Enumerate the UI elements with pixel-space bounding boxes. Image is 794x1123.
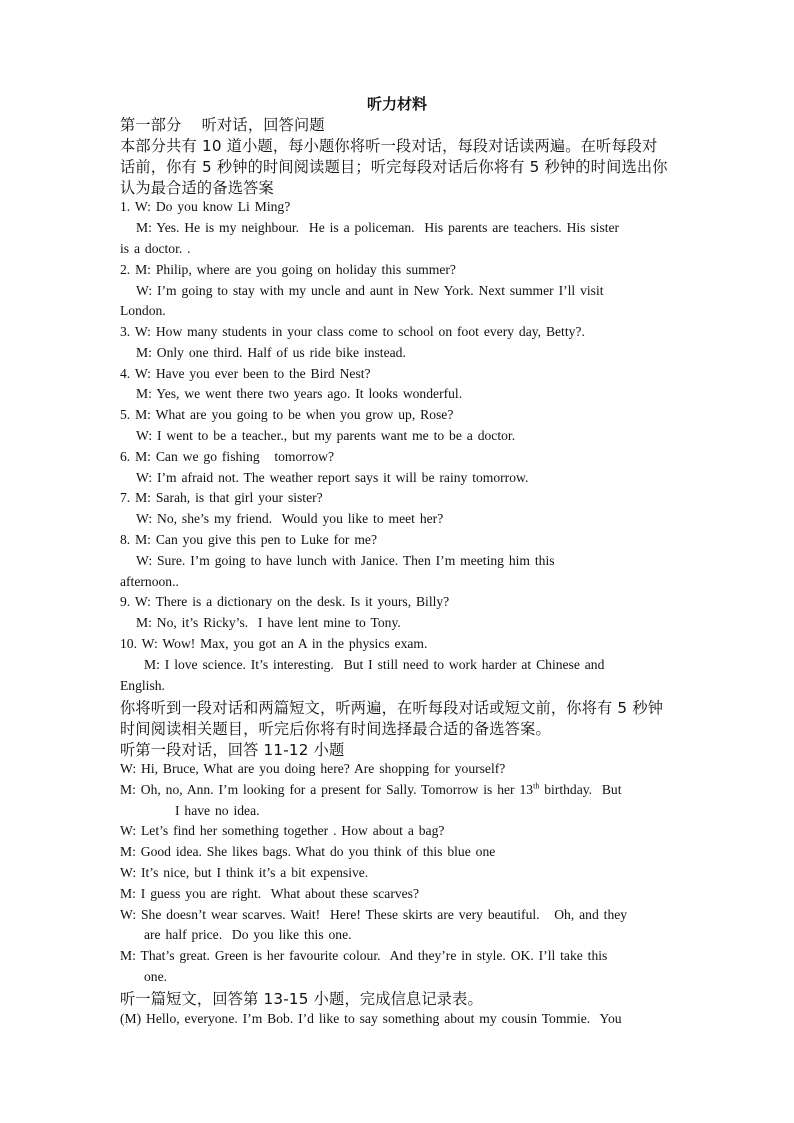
part1-intro-line: 话前，你有 5 秒钟的时间阅读题目；听完每段对话后你将有 5 秒钟的时间选出你 — [120, 158, 668, 176]
dialogue-line: 9. W: There is a dictionary on the desk. Is it yours, Billy? — [120, 594, 450, 609]
dialogue-line: 5. M: What are you going to be when you grow up, Rose? — [120, 407, 454, 422]
dialogue-line: one. — [144, 969, 168, 984]
page-title: 听力材料 — [366, 95, 427, 113]
dialogue-line: M: Good idea. She likes bags. What do you think of this blue one — [120, 844, 496, 859]
ordinal-suffix: th — [533, 781, 540, 791]
dialogue-line: W: Sure. I’m going to have lunch with Janice. Then I’m meeting him this — [136, 553, 555, 568]
dialogue-line: M: I guess you are right. What about these scarves? — [120, 886, 420, 901]
dialogue-line: London. — [120, 303, 166, 318]
dialogue-line: W: I’m afraid not. The weather report says it will be rainy tomorrow. — [136, 470, 529, 485]
dialogue-line: 7. M: Sarah, is that girl your sister? — [120, 490, 323, 505]
dialogue-line: I have no idea. — [175, 803, 260, 818]
dialogue-line: 10. W: Wow! Max, you got an A in the physics exam. — [120, 636, 428, 651]
part1-intro-line: 本部分共有 10 道小题，每小题你将听一段对话，每段对话读两遍。在听每段对 — [120, 137, 658, 155]
dialogue-line: M: I love science. It’s interesting. But I still need to work harder at Chinese and — [144, 657, 605, 672]
dialogue-line: 3. W: How many students in your class come to school on foot every day, Betty?. — [120, 324, 585, 339]
dialogue-line: W: No, she’s my friend. Would you like to meet her? — [136, 511, 444, 526]
dialogue-line: W: I’m going to stay with my uncle and aunt in New York. Next summer I’ll visit — [136, 283, 604, 298]
part1-intro-line: 认为最合适的备选答案 — [120, 179, 274, 197]
dialogue-line: 8. M: Can you give this pen to Luke for me? — [120, 532, 377, 547]
part1-heading: 第一部分 听对话，回答问题 — [120, 116, 325, 134]
dialogue-line — [120, 782, 621, 798]
dialogue-line: are half price. Do you like this one. — [144, 927, 352, 942]
dialogue-line: 1. W: Do you know Li Ming? — [120, 199, 291, 214]
passage-heading: 听一篇短文，回答第 13-15 小题，完成信息记录表。 — [120, 990, 483, 1008]
dialogue-line: W: She doesn’t wear scarves. Wait! Here! These skirts are very beautiful. Oh, and they — [120, 907, 628, 922]
dialogue-line: is a doctor. . — [120, 241, 191, 256]
dialogue-line: English. — [120, 678, 165, 693]
part2-intro-line: 时间阅读相关题目，听完后你将有时间选择最合适的备选答案。 — [120, 720, 551, 738]
dialogue-line: 6. M: Can we go fishing tomorrow? — [120, 449, 334, 464]
dialogue-line: W: Let’s find her something together . How about a bag? — [120, 823, 445, 838]
dialogue-text: birthday. But — [539, 782, 622, 797]
dialogue-line: M: Yes, we went there two years ago. It looks wonderful. — [136, 386, 463, 401]
dialogue-line: W: It’s nice, but I think it’s a bit expensive. — [120, 865, 369, 880]
dialogue-line: M: No, it’s Ricky’s. I have lent mine to Tony. — [136, 615, 401, 630]
dialogue-line: 4. W: Have you ever been to the Bird Nest? — [120, 366, 371, 381]
part2-intro-line: 你将听到一段对话和两篇短文，听两遍，在听每段对话或短文前，你将有 5 秒钟 — [120, 699, 664, 717]
dialogue-line: M: Yes. He is my neighbour. He is a policeman. His parents are teachers. His sister — [136, 220, 620, 235]
dialogue-line: M: Only one third. Half of us ride bike instead. — [136, 345, 406, 360]
dialogue-line: M: That’s great. Green is her favourite colour. And they’re in style. OK. I’ll take this — [120, 948, 608, 963]
dialogue-line: 2. M: Philip, where are you going on holiday this summer? — [120, 262, 456, 277]
dialogue-line: W: Hi, Bruce, What are you doing here? Are shopping for yourself? — [120, 761, 506, 776]
passage-line: (M) Hello, everyone. I’m Bob. I’d like to say something about my cousin Tommie. You — [120, 1011, 622, 1026]
dialogue-heading: 听第一段对话，回答 11-12 小题 — [120, 741, 345, 759]
dialogue-line: W: I went to be a teacher., but my parents want me to be a doctor. — [136, 428, 516, 443]
dialogue-line: afternoon.. — [120, 574, 179, 589]
dialogue-text: M: Oh, no, Ann. I’m looking for a present for Sally. Tomorrow is her 13 — [120, 782, 534, 797]
